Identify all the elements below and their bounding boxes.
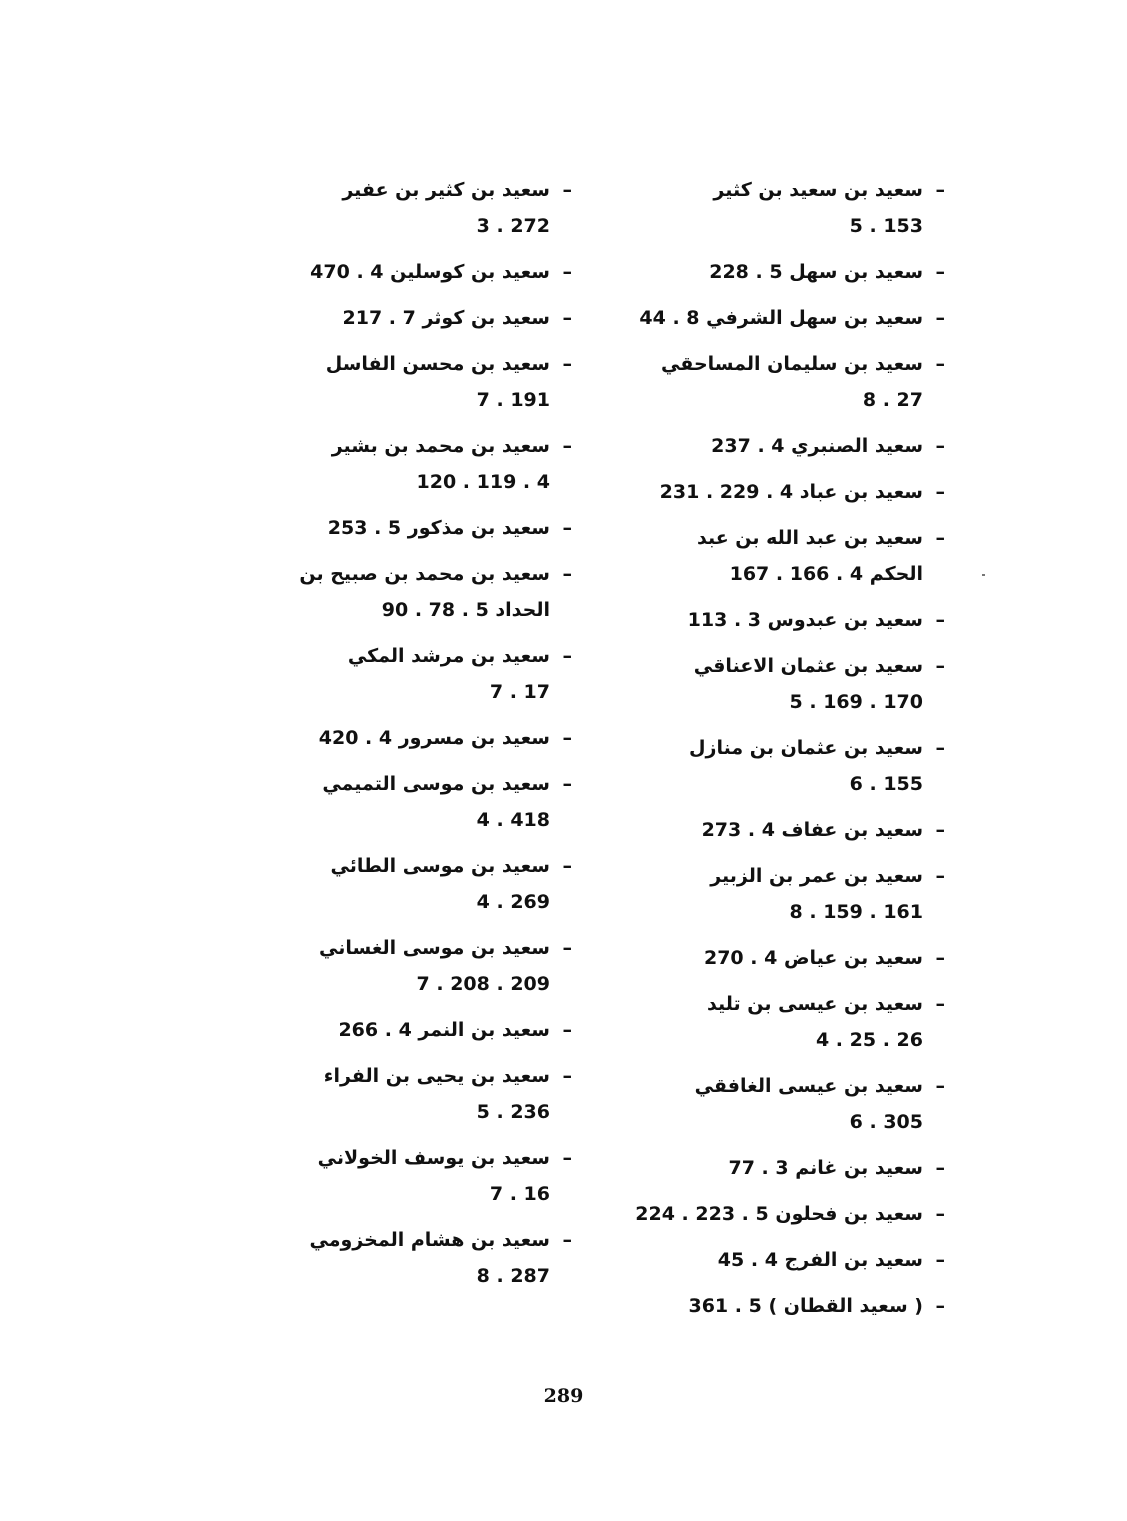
- index-entry: [242, 720, 572, 756]
- index-entry-name: [615, 172, 945, 208]
- entry-text: سعيد بن موسى التميمي: [322, 773, 550, 795]
- entry-dash: –: [935, 527, 945, 549]
- entry-reference: الحكم 4 . 166 . 167: [729, 563, 923, 585]
- index-entry-name: [242, 930, 572, 966]
- index-entry: [615, 1068, 945, 1140]
- entry-reference: 209 . 208 . 7: [416, 973, 550, 995]
- index-entry-name: [242, 556, 572, 592]
- index-entry-name: [242, 1222, 572, 1258]
- index-entry-name: [615, 300, 945, 336]
- index-entry: [242, 1058, 572, 1130]
- index-entry: [615, 300, 945, 336]
- entry-dash: –: [562, 855, 572, 877]
- index-entry-name: [242, 1012, 572, 1048]
- entry-text: سعيد بن عيسى الغافقي: [694, 1075, 923, 1097]
- entry-text: سعيد بن عبدوس 3 . 113: [687, 609, 923, 631]
- index-entry-name: [242, 346, 572, 382]
- entry-dash: –: [562, 435, 572, 457]
- index-entry-name: [615, 602, 945, 638]
- index-entry: [615, 1196, 945, 1232]
- index-entry-name: [615, 858, 945, 894]
- entry-dash: –: [935, 609, 945, 631]
- entry-dash: –: [935, 179, 945, 201]
- entry-dash: –: [562, 1229, 572, 1251]
- entry-dash: –: [935, 819, 945, 841]
- entry-text: سعيد بن مسرور 4 . 420: [318, 727, 550, 749]
- entry-text: سعيد بن محمد بن بشير: [331, 435, 550, 457]
- entry-reference: 191 . 7: [476, 389, 550, 411]
- index-entry-name: [615, 648, 945, 684]
- entry-dash: –: [935, 353, 945, 375]
- entry-text: سعيد بن موسى الطائي: [330, 855, 550, 877]
- entry-text: سعيد بن عباد 4 . 229 . 231: [659, 481, 923, 503]
- index-entry-name: [615, 1288, 945, 1324]
- entry-text: سعيد بن يحيى بن الفراء: [323, 1065, 550, 1087]
- entry-dash: –: [935, 993, 945, 1015]
- entry-reference: 27 . 8: [862, 389, 923, 411]
- entry-text: سعيد بن عبد الله بن عبد: [696, 527, 923, 549]
- index-entry-name: [615, 1068, 945, 1104]
- entry-dash: –: [935, 481, 945, 503]
- entry-reference: 26 . 25 . 4: [815, 1029, 923, 1051]
- index-entry: [242, 638, 572, 710]
- index-entry: [615, 172, 945, 244]
- entry-dash: –: [935, 261, 945, 283]
- index-entry: [615, 254, 945, 290]
- entry-text: سعيد بن محسن الفاسل: [325, 353, 550, 375]
- index-entry-name: [242, 172, 572, 208]
- entry-dash: –: [935, 655, 945, 677]
- entry-text: سعيد بن سليمان المساحقي: [661, 353, 923, 375]
- entry-dash: –: [562, 773, 572, 795]
- index-entry-name: [615, 730, 945, 766]
- index-entry-name: [615, 986, 945, 1022]
- entry-reference: 236 . 5: [476, 1101, 550, 1123]
- entry-reference: 272 . 3: [476, 215, 550, 237]
- entry-text: سعيد بن عمر بن الزبير: [710, 865, 923, 887]
- entry-reference: 170 . 169 . 5: [789, 691, 923, 713]
- entry-reference: 287 . 8: [476, 1265, 550, 1287]
- index-entry: [615, 602, 945, 638]
- index-entry: [242, 1012, 572, 1048]
- index-entry-name: [242, 510, 572, 546]
- entry-text: سعيد بن سهل الشرفي 8 . 44: [639, 307, 923, 329]
- entry-dash: –: [562, 937, 572, 959]
- entry-dash: –: [562, 1065, 572, 1087]
- index-entry: [615, 940, 945, 976]
- index-entry: [615, 520, 945, 592]
- index-entry: [242, 428, 572, 500]
- index-entry-name: [242, 254, 572, 290]
- index-entry: [242, 254, 572, 290]
- index-entry: [615, 648, 945, 720]
- entry-text: سعيد بن الفرج 4 . 45: [717, 1249, 923, 1271]
- index-entry: [615, 986, 945, 1058]
- entry-text: سعيد بن سهل 5 . 228: [709, 261, 923, 283]
- index-entry: [242, 346, 572, 418]
- index-entry-name: [242, 1140, 572, 1176]
- entry-text: سعيد بن مرشد المكي: [347, 645, 550, 667]
- entry-text: سعيد بن عثمان بن منازل: [689, 737, 923, 759]
- index-entry-name: [615, 474, 945, 510]
- entry-reference: 305 . 6: [849, 1111, 923, 1133]
- entry-dash: –: [935, 1075, 945, 1097]
- index-entry: [242, 848, 572, 920]
- index-entry: [242, 510, 572, 546]
- entry-text: سعيد بن النمر 4 . 266: [338, 1019, 550, 1041]
- index-entry-name: [242, 766, 572, 802]
- entry-text: سعيد بن غانم 3 . 77: [728, 1157, 923, 1179]
- entry-reference: 155 . 6: [849, 773, 923, 795]
- page-number: 289: [543, 1385, 584, 1407]
- entry-text: سعيد بن كوثر 7 . 217: [342, 307, 550, 329]
- entry-text: سعيد بن مذكور 5 . 253: [327, 517, 550, 539]
- entry-dash: –: [562, 353, 572, 375]
- index-entry-name: [242, 300, 572, 336]
- index-entry: [615, 428, 945, 464]
- index-entry-name: [242, 848, 572, 884]
- index-entry: [615, 1150, 945, 1186]
- index-entry: [242, 930, 572, 1002]
- entry-text: ( سعيد القطان ) 5 . 361: [688, 1295, 923, 1317]
- index-entry-name: [615, 1150, 945, 1186]
- entry-dash: –: [935, 1295, 945, 1317]
- entry-dash: –: [562, 563, 572, 585]
- entry-text: سعيد بن هشام المخزومي: [309, 1229, 550, 1251]
- entry-text: سعيد بن محمد بن صبيح بن: [299, 563, 550, 585]
- index-entry: [615, 730, 945, 802]
- entry-dash: –: [562, 179, 572, 201]
- entry-text: سعيد بن عثمان الاعناقي: [693, 655, 923, 677]
- entry-dash: –: [562, 517, 572, 539]
- index-entry-name: [615, 346, 945, 382]
- index-entry-name: [242, 720, 572, 756]
- index-entry-name: [242, 638, 572, 674]
- entry-reference: 418 . 4: [476, 809, 550, 831]
- entry-reference: 16 . 7: [489, 1183, 550, 1205]
- index-entry: [615, 1288, 945, 1324]
- entry-text: سعيد بن كوسلين 4 . 470: [310, 261, 550, 283]
- entry-dash: –: [935, 307, 945, 329]
- entry-text: سعيد بن كثير بن عفير: [342, 179, 550, 201]
- index-entry-name: [615, 1242, 945, 1278]
- entry-reference: 161 . 159 . 8: [789, 901, 923, 923]
- index-entry-name: [615, 254, 945, 290]
- entry-reference: 153 . 5: [849, 215, 923, 237]
- index-entry-name: [615, 1196, 945, 1232]
- index-entry-name: [615, 812, 945, 848]
- entry-text: سعيد الصنبري 4 . 237: [711, 435, 923, 457]
- index-entry-name: [242, 428, 572, 464]
- scan-speck: [982, 574, 985, 576]
- index-entry: [242, 1222, 572, 1294]
- index-entry: [242, 172, 572, 244]
- index-entry: [615, 812, 945, 848]
- index-entry: [615, 858, 945, 930]
- index-column-left: [242, 172, 572, 1304]
- entry-dash: –: [562, 645, 572, 667]
- entry-text: سعيد بن عيسى بن تليد: [707, 993, 923, 1015]
- index-entry-name: [615, 940, 945, 976]
- entry-text: سعيد بن عفاف 4 . 273: [701, 819, 923, 841]
- entry-dash: –: [562, 1147, 572, 1169]
- entry-text: سعيد بن سعيد بن كثير: [713, 179, 923, 201]
- entry-dash: –: [562, 727, 572, 749]
- entry-text: سعيد بن فحلون 5 . 223 . 224: [635, 1203, 923, 1225]
- index-entry: [242, 556, 572, 628]
- entry-dash: –: [562, 261, 572, 283]
- index-entry: [242, 300, 572, 336]
- entry-dash: –: [562, 1019, 572, 1041]
- entry-reference: 17 . 7: [489, 681, 550, 703]
- index-entry: [615, 474, 945, 510]
- entry-reference: 269 . 4: [476, 891, 550, 913]
- entry-reference: الحداد 5 . 78 . 90: [381, 599, 550, 621]
- entry-dash: –: [935, 737, 945, 759]
- entry-dash: –: [935, 1249, 945, 1271]
- index-entry: [615, 346, 945, 418]
- index-entry-name: [615, 520, 945, 556]
- entry-dash: –: [935, 1203, 945, 1225]
- entry-dash: –: [562, 307, 572, 329]
- entry-text: سعيد بن موسى الغساني: [319, 937, 550, 959]
- index-column-right: [615, 172, 945, 1334]
- entry-reference: 4 . 119 . 120: [416, 471, 550, 493]
- entry-text: سعيد بن يوسف الخولاني: [317, 1147, 550, 1169]
- entry-dash: –: [935, 865, 945, 887]
- index-entry-name: [242, 1058, 572, 1094]
- index-entry: [242, 766, 572, 838]
- index-entry: [615, 1242, 945, 1278]
- entry-dash: –: [935, 947, 945, 969]
- index-entry: [242, 1140, 572, 1212]
- entry-text: سعيد بن عياض 4 . 270: [703, 947, 923, 969]
- entry-dash: –: [935, 435, 945, 457]
- entry-dash: –: [935, 1157, 945, 1179]
- index-entry-name: [615, 428, 945, 464]
